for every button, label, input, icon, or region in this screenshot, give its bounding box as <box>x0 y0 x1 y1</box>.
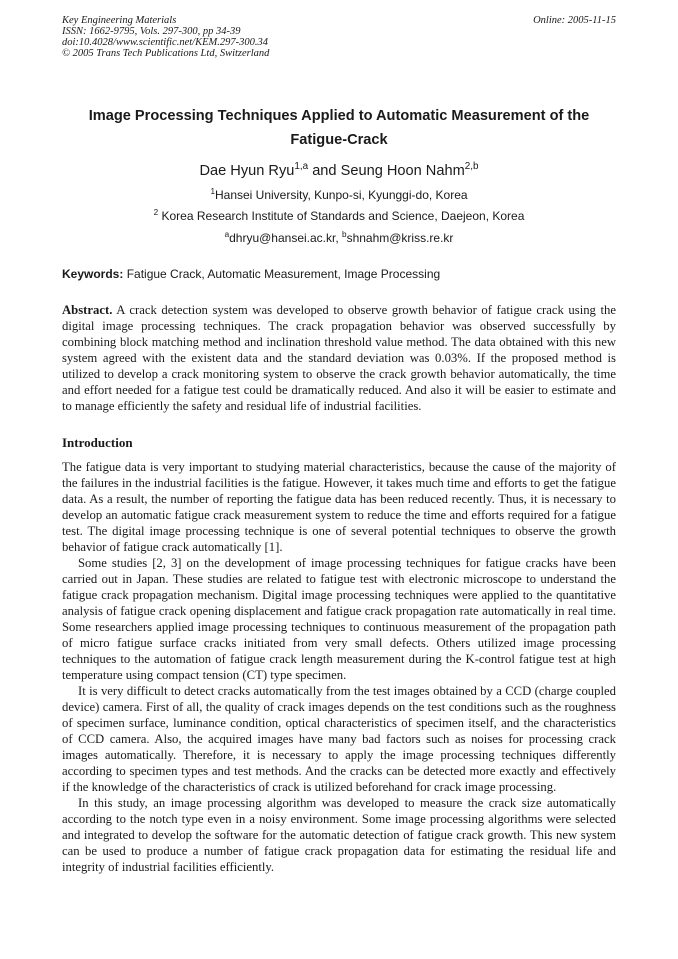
affiliation-2-text: Korea Research Institute of Standards and Science, Daejeon, Korea <box>161 209 525 223</box>
intro-paragraph-3: It is very difficult to detect cracks automatically from the test images obtained by a CCD (charge coupled device) camera. First of all, the quality of crack images depends on the test conditions such as the roughness of specimen surface, luminance condition, optical characteristics of specimen itself, and the characteristics of CCD camera. Also, the acquired images have many bad factors such as noises for processing crack images automatically. Therefore, it is necessary to apply the image processing techniques differently according to specimen types and test methods. And the cracks can be detected more exactly and effectively if the knowledge of the characteristics of crack is utilized beforehand for crack image processing. <box>62 684 616 794</box>
author-line <box>62 161 616 181</box>
author-1: Dae Hyun Ryu <box>199 163 295 179</box>
abstract-label: Abstract. <box>62 303 113 317</box>
email-a-mark: a <box>224 230 230 239</box>
abstract-text: A crack detection system was developed to observe growth behavior of fatigue crack using the digital image processing techniques. The crack propagation behavior was observed successfully by combining block matching method and inclination threshold value method. The data obtained with this new system agreed with the existent data and the standard deviation was 0.03%. If the proposed method is utilized to develop a crack monitoring system to observe the crack growth behavior automatically, the time and effort needed for a fatigue test could be dramatically reduced. And also it will be easier to estimate and to manage efficiently the safety and residual life of industrial facilities. <box>62 303 616 413</box>
introduction-body <box>62 459 616 875</box>
author-2: Seung Hoon Nahm <box>340 163 465 179</box>
journal-issn: ISSN: 1662-9795, Vols. 297-300, pp 34-39 <box>62 26 241 37</box>
author-emails <box>62 230 616 246</box>
email-a: dhryu@hansei.ac.kr, <box>229 231 343 245</box>
affiliation-2 <box>62 208 616 224</box>
author-conjunction: and <box>308 163 341 179</box>
author-2-superscript: 2,b <box>464 161 479 173</box>
keywords-label: Keywords: <box>62 267 124 281</box>
keywords-text: Fatigue Crack, Automatic Measurement, Image Processing <box>123 267 441 281</box>
online-date: Online: 2005-11-15 <box>533 15 616 26</box>
journal-info <box>62 15 269 59</box>
journal-name: Key Engineering Materials <box>62 15 177 26</box>
affiliation-1 <box>62 187 616 203</box>
intro-paragraph-2: Some studies [2, 3] on the development of image processing techniques for fatigue cracks have been carried out in Japan. These studies are related to fatigue test with electronic microscope to understand the fatigue crack propagation mechanism. Digital image processing techniques were applied to the quantitative analysis of fatigue crack opening displacement and fatigue crack propagation rate automatically in real time. Some researchers applied image processing techniques to continuous measurement of the propagation path of micro fatigue surface cracks initiated from very small defects. Others utilized image processing techniques to the automation of fatigue crack length measurement during the K-control fatigue test at high temperature using compact tension (CT) type specimen. <box>62 556 616 682</box>
email-b-mark: b <box>342 230 347 239</box>
abstract <box>62 302 616 414</box>
intro-paragraph-4: In this study, an image processing algorithm was developed to measure the crack size automatically according to the notch type even in a noisy environment. Some image processing algorithms were selected and integrated to develop the software for the automatic detection of fatigue crack growth. This new system can be used to produce a number of fatigue crack propagation data for estimating the residual life and integrity of industrial facilities efficiently. <box>62 796 616 874</box>
keywords <box>62 266 616 282</box>
affiliation-1-text: Hansei University, Kunpo-si, Kyunggi-do, Korea <box>214 188 468 202</box>
introduction-heading: Introduction <box>62 435 133 450</box>
affiliation-1-mark: 1 <box>210 187 215 196</box>
author-1-superscript: 1,a <box>294 161 309 173</box>
intro-paragraph-1: The fatigue data is very important to studying material characteristics, because the cause of the majority of the failures in the industrial facilities is the fatigue. However, it takes much time and efforts to get the fatigue data. As a result, the number of reporting the fatigue data has been reduced recently. Thus, it is necessary to develop an automatic fatigue crack measurement system to reduce the time and efforts required for a fatigue test. The digital image processing technique is one of several potential techniques to observe the growth behavior of fatigue crack automatically [1]. <box>62 460 616 554</box>
affiliation-2-mark: 2 <box>153 208 159 217</box>
email-b: shnahm@kriss.re.kr <box>346 231 454 245</box>
journal-doi: doi:10.4028/www.scientific.net/KEM.297-300.34 <box>62 37 268 48</box>
journal-copyright: © 2005 Trans Tech Publications Ltd, Switzerland <box>62 48 270 59</box>
paper-title: Image Processing Techniques Applied to Automatic Measurement of the Fatigue-Crack <box>88 108 590 148</box>
